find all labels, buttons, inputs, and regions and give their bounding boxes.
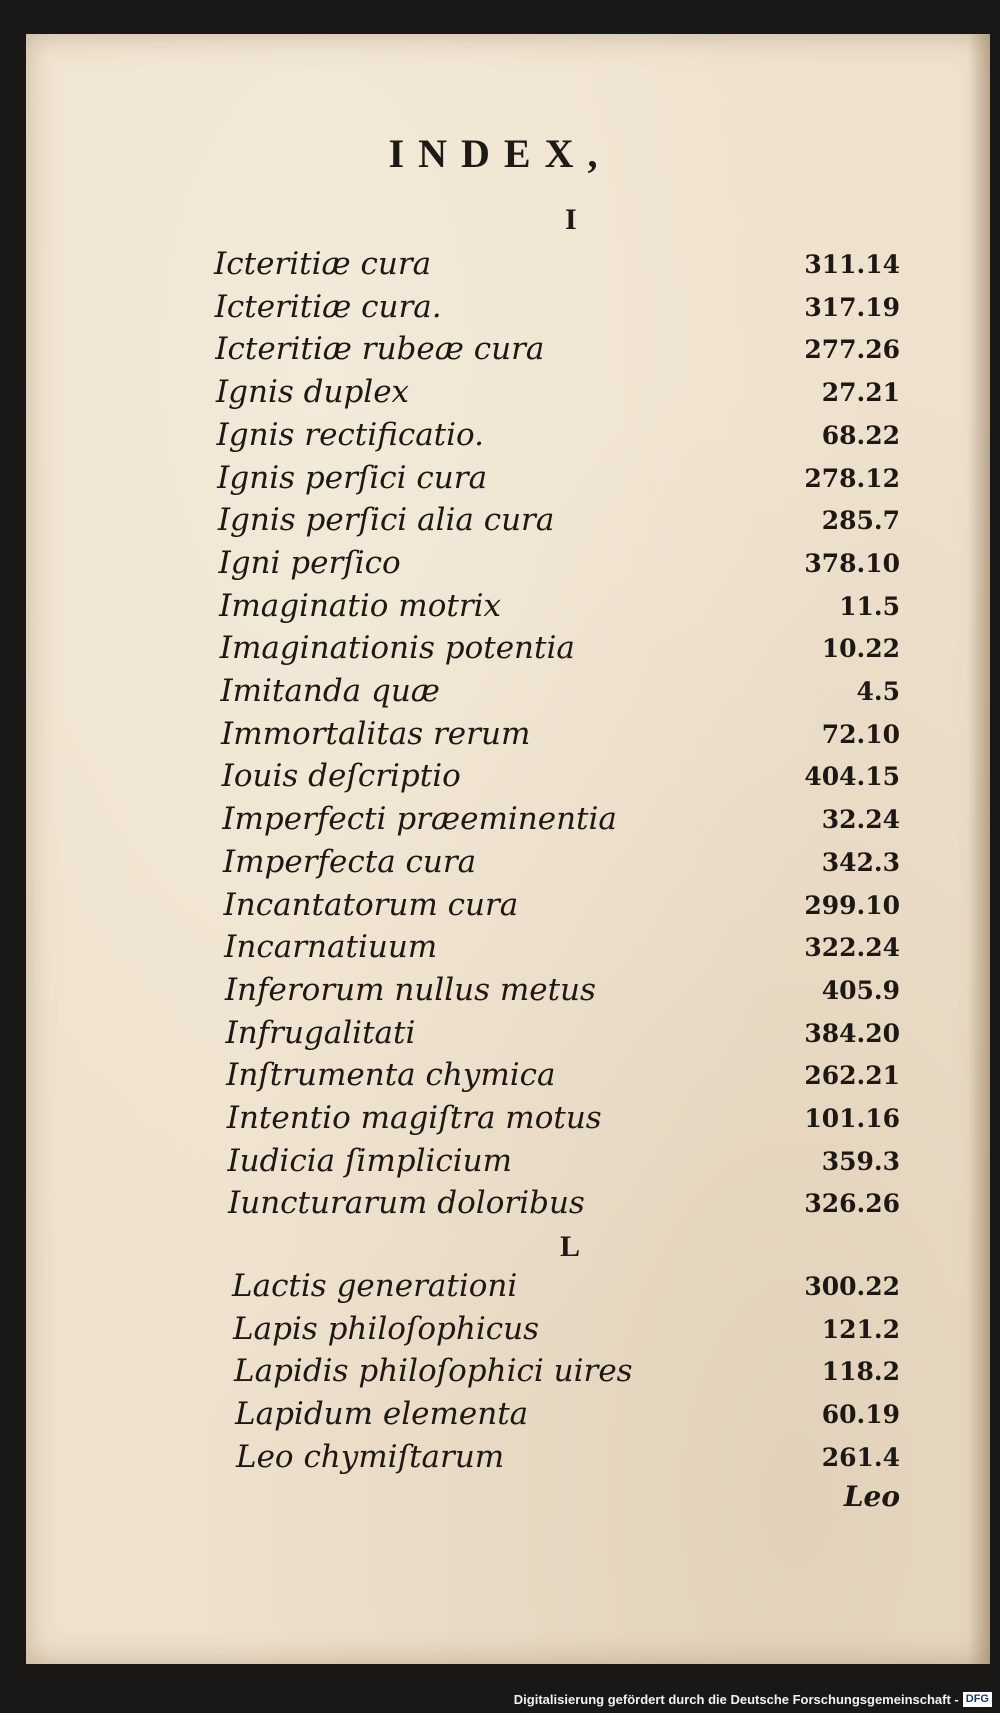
index-entry-term: Ignis duplex (215, 374, 410, 411)
index-entry-reference: 32.24 (821, 805, 900, 835)
index-entry-reference: 277.26 (804, 335, 900, 365)
index-entry-reference: 322.24 (804, 933, 900, 963)
index-entry-reference: 4.5 (856, 677, 900, 706)
index-entry (0, 758, 1000, 798)
index-entry (0, 331, 1000, 371)
index-entry-term: Imitanda quæ (220, 673, 440, 709)
index-entry (0, 1353, 1000, 1393)
index-entry (0, 417, 1000, 457)
index-entry-reference: 262.21 (804, 1061, 900, 1091)
index-entry (0, 1185, 1000, 1225)
index-entry-term: Imaginationis potentia (219, 630, 575, 667)
index-entry-term: Intentio magiſtra motus (226, 1100, 602, 1136)
index-entry-term: Inferorum nullus metus (224, 971, 596, 1008)
index-entry (0, 716, 1000, 756)
index-entry-term: Ignis rectificatio. (216, 416, 485, 453)
index-entry (0, 1057, 1000, 1097)
index-entry (0, 1439, 1000, 1479)
index-entry (0, 929, 1000, 969)
index-entry-term: Iudicia ſimplicium (227, 1142, 513, 1179)
catchword: Leo (843, 1480, 900, 1513)
index-entry-term: Inſtrumenta chymica (226, 1057, 556, 1094)
index-entry-reference: 261.4 (821, 1442, 900, 1472)
index-entry-reference: 404.15 (804, 762, 900, 792)
section-letter-i: I (565, 203, 577, 236)
index-entry-reference: 317.19 (804, 292, 900, 322)
index-entry-reference: 278.12 (804, 463, 900, 493)
index-entry-reference: 101.16 (804, 1104, 900, 1133)
section-letter-l: L (560, 1230, 581, 1263)
index-entry-term: Lapis philoſophicus (233, 1310, 539, 1347)
index-entry (0, 1015, 1000, 1055)
index-entry (0, 972, 1000, 1012)
index-entry-reference: 60.19 (821, 1400, 900, 1430)
index-entry (0, 502, 1000, 542)
footer-text: Digitalisierung gefördert durch die Deutsche Forschungsgemeinschaft - (513, 1691, 959, 1707)
index-entry-term: Igni perſico (218, 544, 401, 581)
index-entry-reference: 118.2 (821, 1357, 900, 1387)
index-entry (0, 1143, 1000, 1183)
index-entry (0, 289, 1000, 329)
index-entry (0, 460, 1000, 500)
index-entry-reference: 378.10 (804, 548, 900, 578)
index-entry-reference: 359.3 (821, 1146, 900, 1176)
index-entry (0, 1396, 1000, 1436)
index-entry-term: Infrugalitati (225, 1014, 416, 1051)
index-entry-term: Ignis perſici cura (217, 459, 488, 496)
index-entry-term: Iuncturarum doloribus (228, 1185, 585, 1222)
index-entry (0, 887, 1000, 927)
index-entry-term: Lapidis philoſophici uires (234, 1353, 633, 1390)
index-entry (0, 801, 1000, 841)
index-entry-reference: 311.14 (804, 250, 900, 279)
footer-credit (514, 1688, 992, 1710)
index-entry-term: Leo chymiſtarum (236, 1438, 505, 1475)
index-entry-reference: 285.7 (821, 506, 900, 536)
dfg-logo-icon: DFG (963, 1692, 992, 1707)
index-entry-term: Immortalitas rerum (221, 715, 531, 752)
index-entry-term: Lapidum elementa (235, 1396, 529, 1433)
index-entry (0, 673, 1000, 713)
index-entry-term: Imperfecta cura (222, 843, 477, 880)
index-entry-term: Icteritiæ rubeæ cura (215, 331, 545, 368)
index-entry (0, 1311, 1000, 1351)
index-entry (0, 1100, 1000, 1140)
index-entry (0, 844, 1000, 884)
index-entry-term: Imaginatio motrix (219, 587, 502, 624)
index-heading: INDEX, (388, 131, 612, 176)
index-entry-term: Incarnatiuum (224, 929, 438, 966)
index-entry (0, 374, 1000, 414)
index-entry-term: Icteritiæ cura. (214, 288, 442, 325)
index-entry (0, 630, 1000, 670)
index-entry-term: Imperfecti præeminentia (222, 801, 617, 838)
index-entry-term: Icteritiæ cura (214, 246, 432, 282)
index-entry-reference: 326.26 (804, 1189, 900, 1219)
index-entry-reference: 72.10 (821, 719, 900, 749)
index-entry-term: Incantatorum cura (223, 886, 519, 923)
index-entry-term: Lactis generationi (232, 1268, 518, 1304)
index-entry (0, 545, 1000, 585)
index-entry (0, 1268, 1000, 1308)
index-entry (0, 588, 1000, 628)
index-entry-reference: 27.21 (821, 378, 900, 408)
index-entry-reference: 121.2 (821, 1314, 900, 1344)
index-entry-reference: 342.3 (821, 847, 900, 877)
index-entry-reference: 384.20 (804, 1018, 900, 1048)
index-entry-reference: 68.22 (821, 420, 900, 450)
index-entry-term: Iouis deſcriptio (221, 758, 461, 795)
index-entry-reference: 405.9 (821, 975, 900, 1005)
index-entry-reference: 11.5 (839, 591, 900, 621)
index-entry-reference: 300.22 (804, 1272, 900, 1301)
index-entry-term: Ignis perſici alia cura (217, 502, 555, 539)
index-entry (0, 246, 1000, 286)
index-entry-reference: 299.10 (804, 890, 900, 920)
index-entry-reference: 10.22 (821, 634, 900, 664)
